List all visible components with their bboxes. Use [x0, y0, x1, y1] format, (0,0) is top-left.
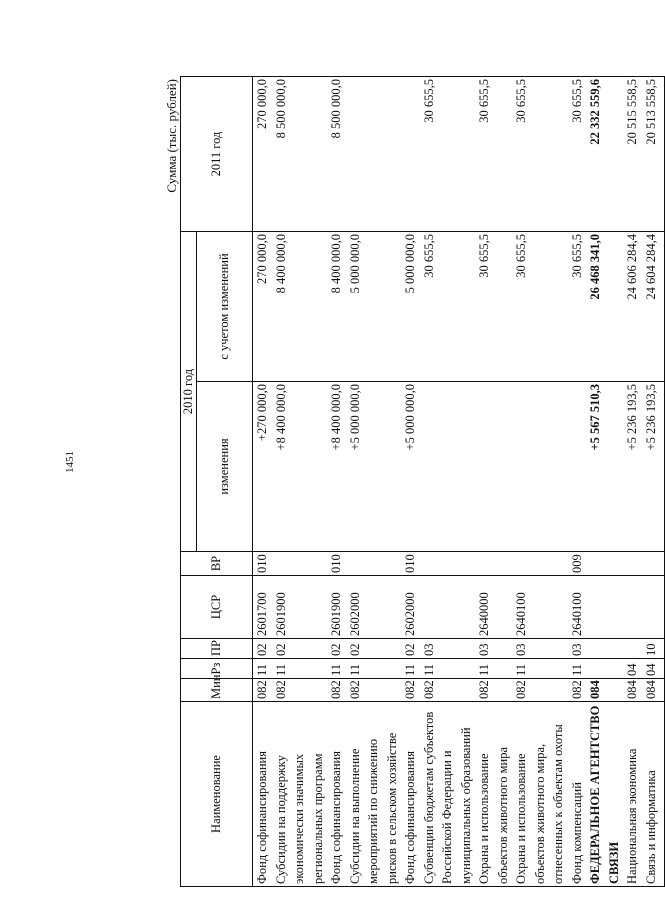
header-rz: Рз	[181, 659, 253, 679]
row-name: Фонд софинансирования	[401, 702, 420, 887]
header-changes: изменения	[197, 382, 253, 552]
row-min: 082	[346, 679, 402, 702]
row-min: 082	[512, 679, 568, 702]
row-csr: 2640100	[512, 576, 568, 639]
row-min: 084	[623, 679, 642, 702]
header-name: Наименование	[181, 702, 253, 887]
row-vr	[475, 552, 512, 576]
row-vr	[586, 552, 623, 576]
table-row	[586, 76, 623, 886]
row-changes: +5 567 510,3	[586, 382, 623, 552]
row-rz: 11	[475, 659, 512, 679]
row-vr	[272, 552, 328, 576]
row-min: 082	[401, 679, 420, 702]
row-changes	[568, 382, 587, 552]
row-pr: 02	[346, 639, 402, 659]
row-with-changes: 8 400 000,0	[272, 231, 328, 381]
table-row	[401, 76, 420, 886]
row-rz: 11	[512, 659, 568, 679]
row-2011: 30 655,5	[568, 76, 587, 231]
table-row	[623, 76, 642, 886]
row-min: 082	[420, 679, 476, 702]
row-pr: 02	[272, 639, 328, 659]
row-2011: 270 000,0	[253, 76, 272, 231]
table-body	[253, 76, 665, 886]
row-changes: +5 236 193,5	[623, 382, 642, 552]
table-row	[253, 76, 272, 886]
table-row	[642, 76, 665, 886]
row-2011	[346, 76, 402, 231]
row-2011: 30 655,5	[512, 76, 568, 231]
header-min: Мин	[181, 679, 253, 702]
table-row	[346, 76, 402, 886]
row-min: 082	[475, 679, 512, 702]
row-csr: 2602000	[346, 576, 402, 639]
row-with-changes: 24 604 284,4	[642, 231, 665, 381]
row-pr: 10	[642, 639, 665, 659]
row-changes: +8 400 000,0	[327, 382, 346, 552]
row-rz: 11	[420, 659, 476, 679]
row-changes	[420, 382, 476, 552]
row-changes: +5 000 000,0	[346, 382, 402, 552]
page-number: 1451	[64, 451, 76, 473]
row-with-changes: 24 606 284,4	[623, 231, 642, 381]
row-rz: 11	[346, 659, 402, 679]
row-vr: 009	[568, 552, 587, 576]
row-2011: 22 332 559,6	[586, 76, 623, 231]
row-min: 084	[586, 679, 623, 702]
row-pr: 03	[420, 639, 476, 659]
row-2011	[401, 76, 420, 231]
row-csr: 2602000	[401, 576, 420, 639]
row-2011: 20 513 558,5	[642, 76, 665, 231]
row-2011: 30 655,5	[420, 76, 476, 231]
row-name: Охрана и использование объектов животного мира, отнесенных к объектам охоты	[512, 702, 568, 887]
row-min: 082	[327, 679, 346, 702]
row-vr	[642, 552, 665, 576]
table-row	[568, 76, 587, 886]
row-pr: 03	[512, 639, 568, 659]
row-rz: 11	[401, 659, 420, 679]
row-with-changes: 30 655,5	[512, 231, 568, 381]
row-pr	[623, 639, 642, 659]
row-rz	[586, 659, 623, 679]
header-pr: ПР	[181, 639, 253, 659]
row-2011: 8 500 000,0	[327, 76, 346, 231]
row-with-changes: 5 000 000,0	[401, 231, 420, 381]
row-rz: 04	[623, 659, 642, 679]
row-changes	[512, 382, 568, 552]
row-vr: 010	[327, 552, 346, 576]
row-name: Субсидии на поддержку экономически значимых региональных программ	[272, 702, 328, 887]
row-csr: 2640000	[475, 576, 512, 639]
row-pr	[586, 639, 623, 659]
row-rz: 11	[327, 659, 346, 679]
row-with-changes: 26 468 341,0	[586, 231, 623, 381]
row-pr: 02	[401, 639, 420, 659]
row-csr: 2601900	[327, 576, 346, 639]
row-with-changes: 8 400 000,0	[327, 231, 346, 381]
budget-table	[180, 76, 665, 887]
header-csr: ЦСР	[181, 576, 253, 639]
row-csr	[642, 576, 665, 639]
row-name: Фонд софинансирования	[253, 702, 272, 887]
row-pr: 03	[568, 639, 587, 659]
row-vr: 010	[401, 552, 420, 576]
row-name: Субсидии на выполнение мероприятий по снижению рисков в сельском хозяйстве	[346, 702, 402, 887]
row-2011: 8 500 000,0	[272, 76, 328, 231]
row-changes: +270 000,0	[253, 382, 272, 552]
table-row	[272, 76, 328, 886]
row-vr	[623, 552, 642, 576]
header-with-changes: с учетом изменений	[197, 231, 253, 381]
row-min: 084	[642, 679, 665, 702]
rotated-page	[164, 77, 658, 887]
units-caption: Сумма (тыс. рублей)	[164, 79, 179, 193]
row-changes: +5 000 000,0	[401, 382, 420, 552]
row-vr: 010	[253, 552, 272, 576]
row-with-changes: 270 000,0	[253, 231, 272, 381]
row-2011: 30 655,5	[475, 76, 512, 231]
row-rz: 04	[642, 659, 665, 679]
row-rz: 11	[253, 659, 272, 679]
row-csr: 2601700	[253, 576, 272, 639]
table-row	[420, 76, 476, 886]
row-pr: 02	[327, 639, 346, 659]
row-rz: 11	[568, 659, 587, 679]
row-changes: +8 400 000,0	[272, 382, 328, 552]
row-min: 082	[272, 679, 328, 702]
row-csr	[420, 576, 476, 639]
row-2011: 20 515 558,5	[623, 76, 642, 231]
table-row	[327, 76, 346, 886]
row-vr	[512, 552, 568, 576]
table-row	[475, 76, 512, 886]
header-2011: 2011 год	[181, 76, 253, 231]
row-changes: +5 236 193,5	[642, 382, 665, 552]
row-csr: 2601900	[272, 576, 328, 639]
row-name: Фонд софинансирования	[327, 702, 346, 887]
row-pr: 02	[253, 639, 272, 659]
row-with-changes: 5 000 000,0	[346, 231, 402, 381]
row-with-changes: 30 655,5	[568, 231, 587, 381]
row-min: 082	[568, 679, 587, 702]
row-csr: 2640100	[568, 576, 587, 639]
row-min: 082	[253, 679, 272, 702]
row-name: Фонд компенсаций	[568, 702, 587, 887]
row-name: ФЕДЕРАЛЬНОЕ АГЕНТСТВО СВЯЗИ	[586, 702, 623, 887]
row-vr	[420, 552, 476, 576]
row-name: Связь и информатика	[642, 702, 665, 887]
row-vr	[346, 552, 402, 576]
row-name: Субвенции бюджетам субъектов Российской Федерации и муниципальных образований	[420, 702, 476, 887]
row-name: Национальная экономика	[623, 702, 642, 887]
row-with-changes: 30 655,5	[420, 231, 476, 381]
row-changes	[475, 382, 512, 552]
row-csr	[623, 576, 642, 639]
row-pr: 03	[475, 639, 512, 659]
header-vr: ВР	[181, 552, 253, 576]
row-rz: 11	[272, 659, 328, 679]
header-2010: 2010 год	[181, 231, 197, 551]
row-with-changes: 30 655,5	[475, 231, 512, 381]
table-row	[512, 76, 568, 886]
row-name: Охрана и использование объектов животного мира	[475, 702, 512, 887]
row-csr	[586, 576, 623, 639]
